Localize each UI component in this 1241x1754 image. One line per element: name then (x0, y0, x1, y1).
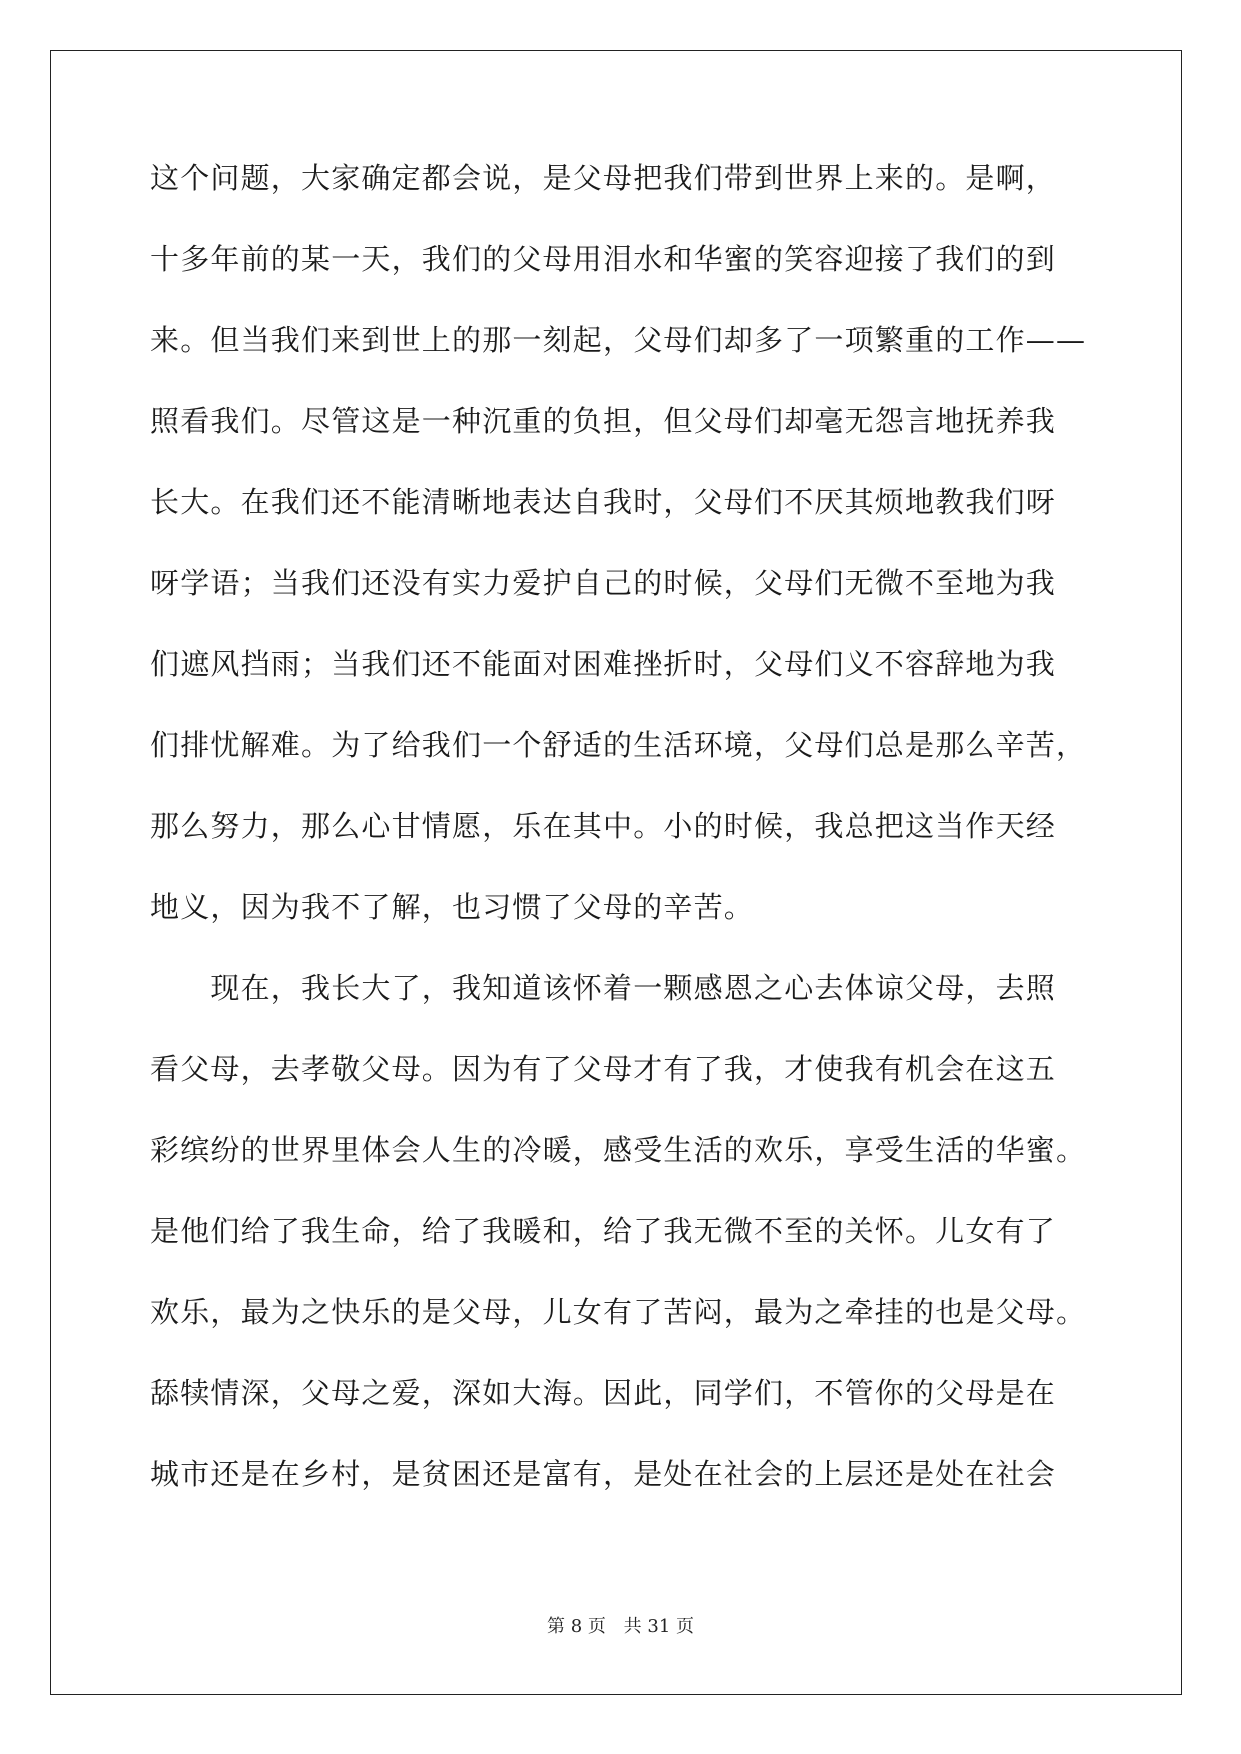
text-line: 那么努力，那么心甘情愿，乐在其中。小的时候，我总把这当作天经 (150, 809, 1057, 843)
text-line: 呀学语；当我们还没有实力爱护自己的时候，父母们无微不至地为我 (150, 566, 1057, 600)
text-line: 地义，因为我不了解，也习惯了父母的辛苦。 (150, 890, 755, 924)
text-line: 长大。在我们还不能清晰地表达自我时，父母们不厌其烦地教我们呀 (150, 485, 1057, 519)
text-line: 舔犊情深，父母之爱，深如大海。因此，同学们，不管你的父母是在 (150, 1376, 1057, 1410)
text-line: 这个问题，大家确定都会说，是父母把我们带到世界上来的。是啊， (150, 161, 1057, 195)
text-line: 彩缤纷的世界里体会人生的冷暖，感受生活的欢乐，享受生活的华蜜。 (150, 1133, 1087, 1167)
text-line: 是他们给了我生命，给了我暖和，给了我无微不至的关怀。儿女有了 (150, 1214, 1057, 1248)
page-number: 第 8 页 (547, 1616, 606, 1637)
text-line: 照看我们。尽管这是一种沉重的负担，但父母们却毫无怨言地抚养我 (150, 404, 1057, 438)
text-line: 城市还是在乡村，是贫困还是富有，是处在社会的上层还是处在社会 (150, 1457, 1057, 1491)
text-line: 看父母，去孝敬父母。因为有了父母才有了我，才使我有机会在这五 (150, 1052, 1057, 1086)
text-line: 们遮风挡雨；当我们还不能面对困难挫折时，父母们义不容辞地为我 (150, 647, 1057, 681)
text-line: 现在，我长大了，我知道该怀着一颗感恩之心去体谅父母，去照 (150, 971, 1057, 1005)
page-total: 共 31 页 (623, 1616, 694, 1637)
text-line: 们排忧解难。为了给我们一个舒适的生活环境，父母们总是那么辛苦， (150, 728, 1087, 762)
document-body (150, 158, 1110, 1535)
page-footer (0, 1612, 1241, 1638)
text-line: 十多年前的某一天，我们的父母用泪水和华蜜的笑容迎接了我们的到 (150, 242, 1057, 276)
text-line: 来。但当我们来到世上的那一刻起，父母们却多了一项繁重的工作—— (150, 323, 1087, 357)
text-line: 欢乐，最为之快乐的是父母，儿女有了苦闷，最为之牵挂的也是父母。 (150, 1295, 1087, 1329)
